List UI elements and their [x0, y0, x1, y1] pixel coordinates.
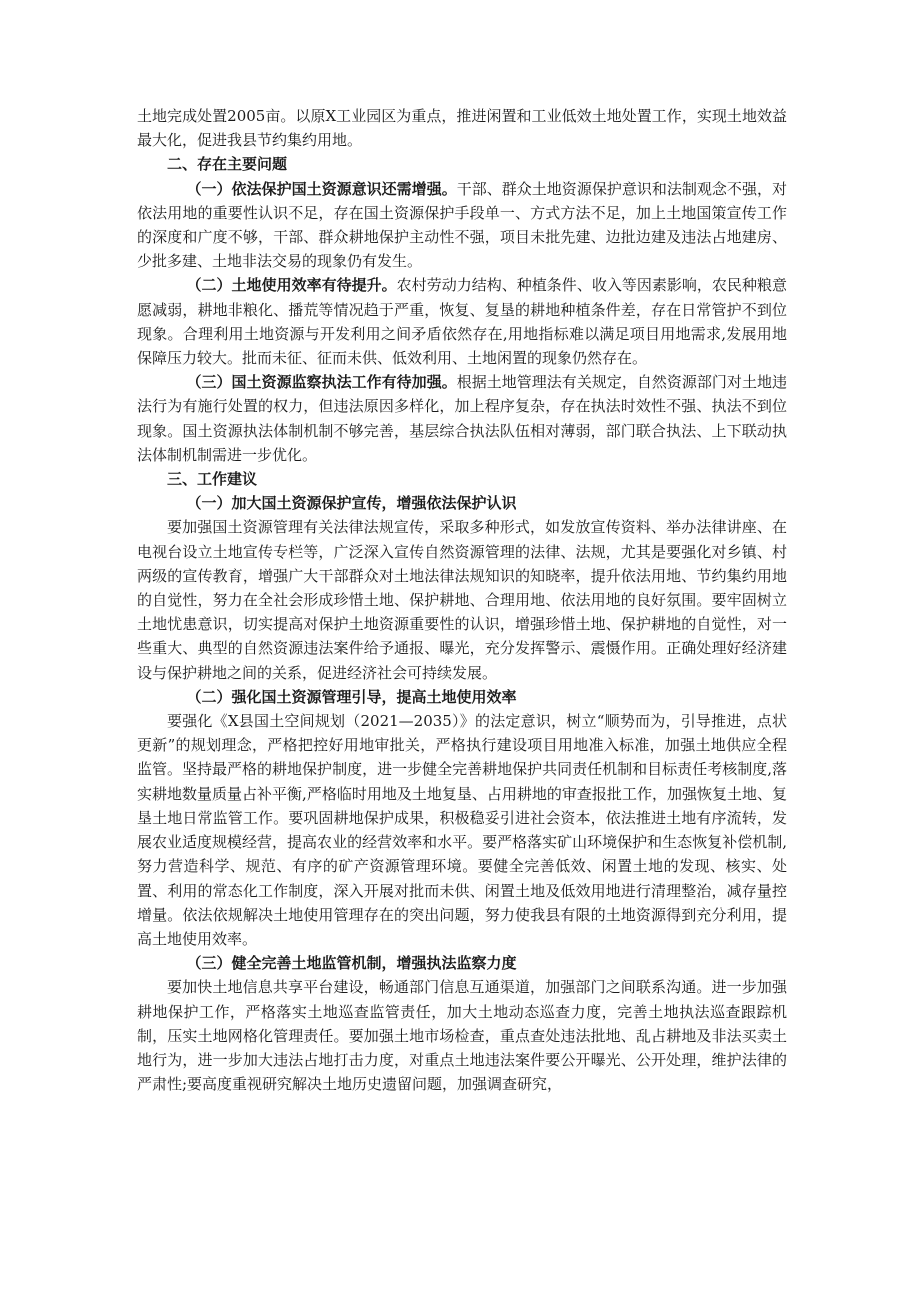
- problem-3-text: 根据土地管理法有关规定，自然资源部门对土地违法行为有施行处置的权力，但违法原因多样化，加上程序复杂，存在执法时效性不强、执法不到位现象。国土资源执法体制机制不够完善，基层综合执法队伍相对薄弱，部门联合执法、上下联动执法体制机制需进一步优化。: [137, 373, 787, 464]
- suggestion-2-title: （二）强化国土资源管理引导，提高土地使用效率: [186, 687, 517, 706]
- suggestion-1-text: 要加强国土资源管理有关法律法规宣传，采取多种形式，如发放宣传资料、举办法律讲座、在电视台设立土地宣传专栏等，广泛深入宣传自然资源管理的法律、法规，尤其是要强化对乡镇、村两级的宣传教育，增强广大干部群众对土地法律法规知识的知晓率，提升依法用地、节约集约用地的自觉性，努力在全社会形成珍惜土地、保护耕地、合理用地、依法用地的良好氛围。要牢固树立土地忧患意识，切实提高对保护土地资源重要性的认识，增强珍惜土地、保护耕地的自觉性，对一些重大、典型的自然资源违法案件给予通报、曝光，充分发挥警示、震慑作用。正确处理好经济建设与保护耕地之间的关系，促进经济社会可持续发展。: [137, 518, 787, 682]
- problem-2-paragraph: [137, 273, 787, 370]
- suggestion-3-title: （三）健全完善土地监管机制，增强执法监察力度: [186, 954, 517, 973]
- problem-3-lead: （三）国土资源监察执法工作有待加强。: [186, 373, 457, 392]
- suggestion-1-title: （一）加大国土资源保护宣传，增强依法保护认识: [186, 494, 517, 513]
- problem-3-paragraph: [137, 370, 787, 467]
- problem-1-lead: （一）依法保护国土资源意识还需增强。: [186, 179, 457, 198]
- suggestion-2-text: 要强化《X县国土空间规划（2021—2035）》的法定意识，树立“顺势而为，引导推进，点状更新”的规划理念，严格把控好用地审批关，严格执行建设项目用地准入标准，加强土地供应全程监管。坚持最严格的耕地保护制度，进一步健全完善耕地保护共同责任机制和目标责任考核制度,落实耕地数量质量占补平衡,严格临时用地及土地复垦、占用耕地的审查报批工作，加强恢复土地、复垦土地日常监管工作。要巩固耕地保护成果，积极稳妥引进社会资本，依法推进土地有序流转，发展农业适度规模经营，提高农业的经营效率和水平。要严格落实矿山环境保护和生态恢复补偿机制,努力营造科学、规范、有序的矿产资源管理环境。要健全完善低效、闲置土地的发现、核实、处置、利用的常态化工作制度，深入开展对批而未供、闲置土地及低效用地进行清理整治，减存量控增量。依法依规解决土地使用管理存在的突出问题，努力使我县有限的土地资源得到充分利用，提高土地使用效率。: [137, 712, 787, 948]
- suggestion-3-text: 要加快土地信息共享平台建设，畅通部门信息互通渠道，加强部门之间联系沟通。进一步加强耕地保护工作，严格落实土地巡查监管责任，加大土地动态巡查力度，完善土地执法巡查跟踪机制，压实土地网格化管理责任。要加强土地市场检查，重点查处违法批地、乱占耕地及非法买卖土地行为，进一步加大违法占地打击力度，对重点土地违法案件要公开曝光、公开处理，维护法律的严肃性;要高度重视研究解决土地历史遗留问题，加强调查研究，: [137, 978, 787, 1094]
- problem-2-text: 农村劳动力结构、种植条件、收入等因素影响，农民种粮意愿减弱，耕地非粮化、播荒等情况趋于严重，恢复、复垦的耕地种植条件差，存在日常管护不到位现象。合理利用土地资源与开发利用之间矛盾依然存在,用地指标难以满足项目用地需求,发展用地保障压力较大。批而未征、征而未供、低效利用、土地闲置的现象仍然存在。: [137, 276, 787, 368]
- section-heading-problems: 二、存在主要问题: [167, 155, 288, 174]
- section-heading-suggestions: 三、工作建议: [167, 470, 258, 489]
- problem-1-text: 干部、群众土地资源保护意识和法制观念不强，对依法用地的重要性认识不足，存在国土资源保护手段单一、方式方法不足，加上土地国策宣传工作的深度和广度不够，干部、群众耕地保护主动性不强，项目未批先建、边批边建及违法占地建房、少批多建、土地非法交易的现象仍有发生。: [137, 179, 787, 271]
- problem-1-paragraph: [137, 177, 787, 274]
- document-body: [137, 104, 787, 1096]
- intro-paragraph: 土地完成处置2005亩。以原X工业园区为重点，推进闲置和工业低效土地处置工作，实现土地效益最大化，促进我县节约集约用地。: [137, 107, 787, 150]
- problem-2-lead: （二）土地使用效率有待提升。: [186, 276, 397, 295]
